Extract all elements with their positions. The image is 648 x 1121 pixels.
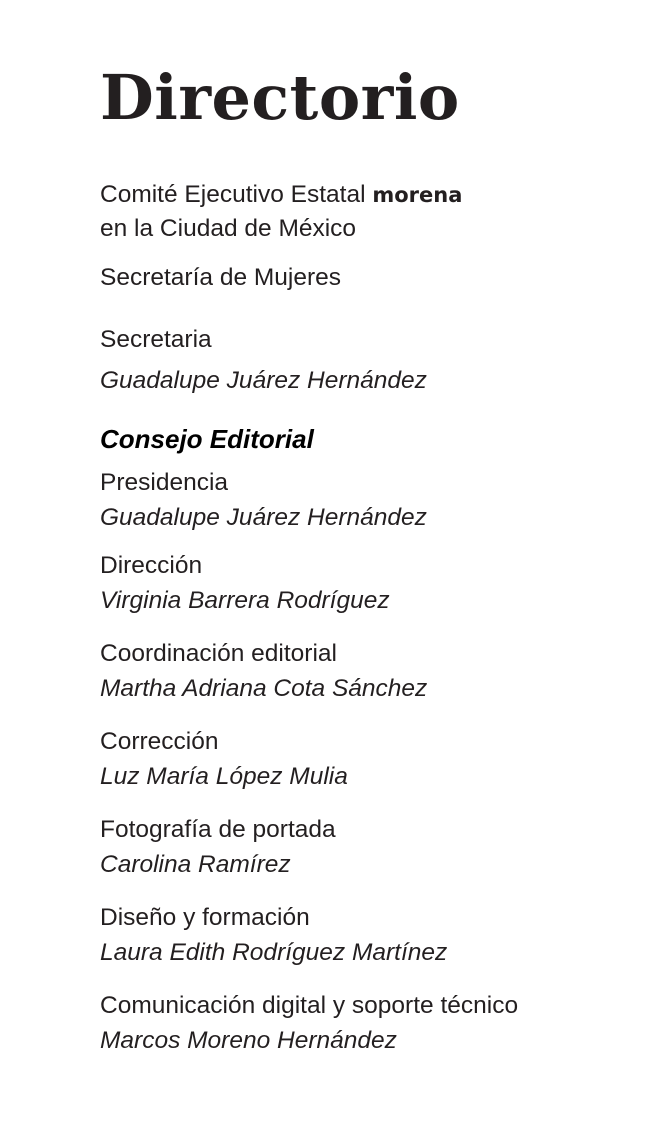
credit-name-correccion: Luz María López Mulia <box>100 763 348 790</box>
section-title-consejo-editorial: Consejo Editorial <box>100 424 314 454</box>
secretaria-role: Secretaria <box>100 326 212 353</box>
credit-role-fotografia: Fotografía de portada <box>100 816 336 843</box>
credit-name-coordinacion: Martha Adriana Cota Sánchez <box>100 675 428 702</box>
credit-role-presidencia: Presidencia <box>100 469 229 496</box>
org-line-1 <box>100 180 462 210</box>
credit-role-direccion: Dirección <box>100 552 203 579</box>
credit-name-fotografia: Carolina Ramírez <box>100 851 291 878</box>
credit-name-presidencia: Guadalupe Juárez Hernández <box>100 504 427 531</box>
brand-name: morena <box>372 183 463 207</box>
credit-name-direccion: Virginia Barrera Rodríguez <box>100 587 390 614</box>
secretaria-name: Guadalupe Juárez Hernández <box>100 367 427 394</box>
department-name: Secretaría de Mujeres <box>100 264 342 291</box>
credit-role-comunicacion: Comunicación digital y soporte técnico <box>100 992 519 1019</box>
credit-role-coordinacion: Coordinación editorial <box>100 640 337 667</box>
credit-name-diseno: Laura Edith Rodríguez Martínez <box>100 939 448 966</box>
org-line-2: en la Ciudad de México <box>100 215 357 242</box>
credit-role-diseno: Diseño y formación <box>100 904 310 931</box>
org-name: Comité Ejecutivo Estatal <box>100 181 366 208</box>
page-title: Directorio <box>100 61 460 134</box>
credit-role-correccion: Corrección <box>100 728 219 755</box>
credit-name-comunicacion: Marcos Moreno Hernández <box>100 1027 397 1054</box>
